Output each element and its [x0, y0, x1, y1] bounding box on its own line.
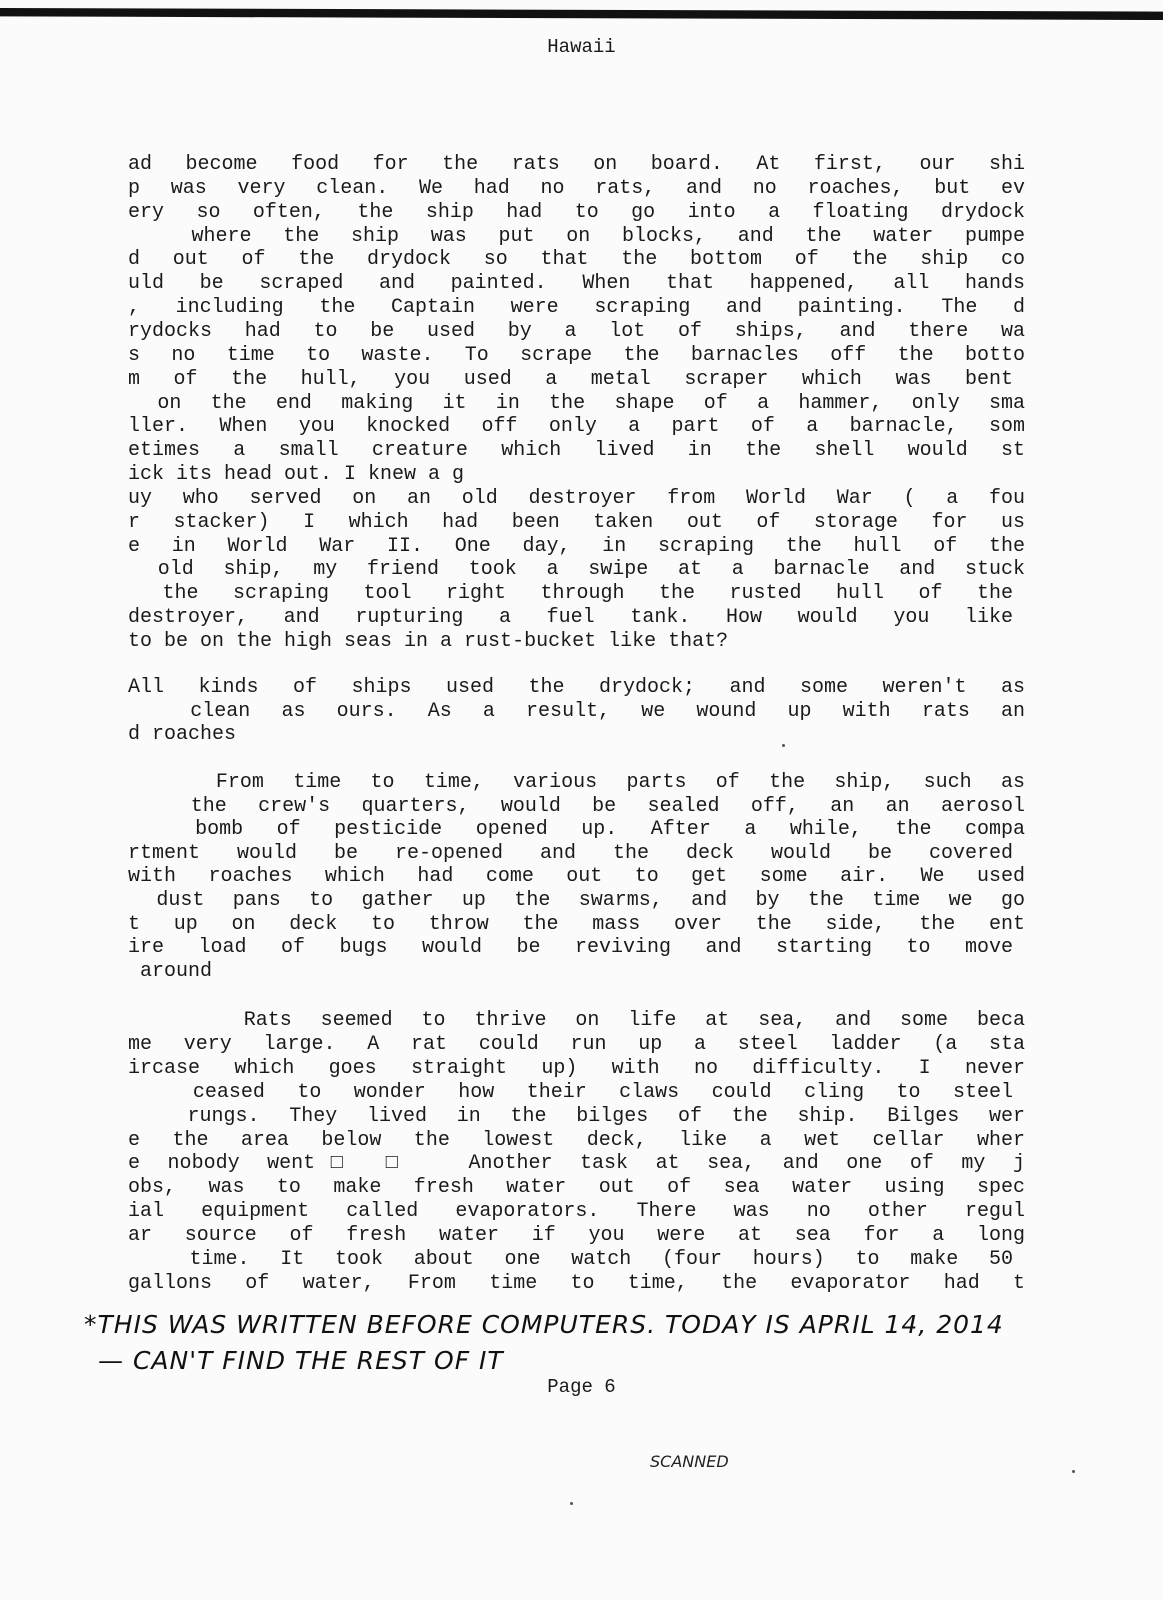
- text-line: ad become food for the rats on board. At first, our shi: [128, 153, 1025, 176]
- handwritten-note-line-1: *THIS WAS WRITTEN BEFORE COMPUTERS. TODAY IS APRIL 14, 2014: [84, 1310, 1004, 1339]
- text-line: time. It took about one watch (four hours) to make 50: [128, 1248, 1025, 1271]
- text-line: ller. When you knocked off only a part of a barnacle, som: [128, 415, 1025, 439]
- text-line: around: [128, 959, 213, 983]
- text-line: m of the hull, you used a metal scraper which was bent: [128, 367, 1025, 391]
- text-line: destroyer, and rupturing a fuel tank. How would you like: [128, 606, 1025, 630]
- text-line: p was very clean. We had no rats, and no roaches, but ev: [128, 176, 1025, 200]
- text-line: From time to time, various parts of the ship, such as: [128, 771, 1025, 794]
- text-line: uld be scraped and painted. When that happened, all hands: [128, 272, 1025, 296]
- text-line: uy who served on an old destroyer from World War ( a fou: [128, 486, 1025, 510]
- text-line: bomb of pesticide opened up. After a while, the compa: [128, 818, 1025, 842]
- scan-speck: [782, 744, 785, 747]
- text-line: gallons of water, From time to time, the evaporator had t: [128, 1271, 1025, 1295]
- text-line: , including the Captain were scraping and painting. The d: [128, 296, 1025, 320]
- text-line: old ship, my friend took a swipe at a barnacle and stuck: [128, 558, 1025, 582]
- text-line: ire load of bugs would be reviving and starting to move: [128, 936, 1025, 960]
- scan-speck: [1072, 1470, 1075, 1473]
- text-line: rydocks had to be used by a lot of ships, and there wa: [128, 319, 1025, 343]
- text-line: All kinds of ships used the drydock; and some weren't as: [128, 676, 1025, 699]
- text-line: s no time to waste. To scrape the barnacles off the botto: [128, 343, 1025, 367]
- text-line: dust pans to gather up the swarms, and by the time we go: [128, 889, 1025, 912]
- text-line: t up on deck to throw the mass over the side, the ent: [128, 912, 1025, 936]
- text-line: Rats seemed to thrive on life at sea, and some beca: [128, 1009, 1025, 1032]
- text-line: where the ship was put on blocks, and the water pumpe: [128, 224, 1025, 248]
- text-line: e nobody went□ □ Another task at sea, and one of my j: [128, 1152, 1025, 1176]
- text-line: rungs. They lived in the bilges of the ship. Bilges wer: [128, 1104, 1025, 1128]
- scan-speck: [570, 1502, 573, 1505]
- text-line: ial equipment called evaporators. There was no other regul: [128, 1200, 1025, 1224]
- text-line: r stacker) I which had been taken out of storage for us: [128, 510, 1025, 534]
- text-line: d roaches: [128, 723, 237, 746]
- text-line: clean as ours. As a result, we wound up with rats an: [128, 699, 1025, 723]
- text-line: e in World War II. One day, in scraping the hull of the: [128, 534, 1025, 558]
- text-line: ery so often, the ship had to go into a floating drydock: [128, 200, 1025, 224]
- text-line: on the end making it in the shape of a hammer, only sma: [128, 391, 1025, 415]
- text-line: e the area below the lowest deck, like a wet cellar wher: [128, 1128, 1025, 1152]
- text-line: d out of the drydock so that the bottom of the ship co: [128, 248, 1025, 272]
- text-line: to be on the high seas in a rust-bucket like that?: [128, 630, 729, 653]
- text-line: etimes a small creature which lived in the shell would st: [128, 439, 1025, 463]
- handwritten-note-line-2: — CAN'T FIND THE REST OF IT: [98, 1346, 504, 1375]
- text-line: the scraping tool right through the rusted hull of the: [128, 582, 1025, 606]
- text-line: obs, was to make fresh water out of sea water using spec: [128, 1176, 1025, 1200]
- page-number: Page 6: [547, 1376, 616, 1398]
- text-line: ick its head out. I knew a g: [128, 463, 465, 487]
- text-line: rtment would be re-opened and the deck would be covered: [128, 841, 1025, 865]
- text-line: ceased to wonder how their claws could cling to steel: [128, 1080, 1025, 1104]
- scanned-handwritten-mark: SCANNED: [650, 1452, 729, 1471]
- text-line: ar source of fresh water if you were at sea for a long: [128, 1224, 1025, 1248]
- text-line: the crew's quarters, would be sealed off, an an aerosol: [128, 794, 1025, 818]
- text-line: ircase which goes straight up) with no difficulty. I never: [128, 1056, 1025, 1080]
- page-header-title: Hawaii: [547, 36, 616, 58]
- scan-top-border: [0, 8, 1163, 20]
- text-line: with roaches which had come out to get some air. We used: [128, 865, 1025, 889]
- text-line: me very large. A rat could run up a steel ladder (a sta: [128, 1032, 1025, 1056]
